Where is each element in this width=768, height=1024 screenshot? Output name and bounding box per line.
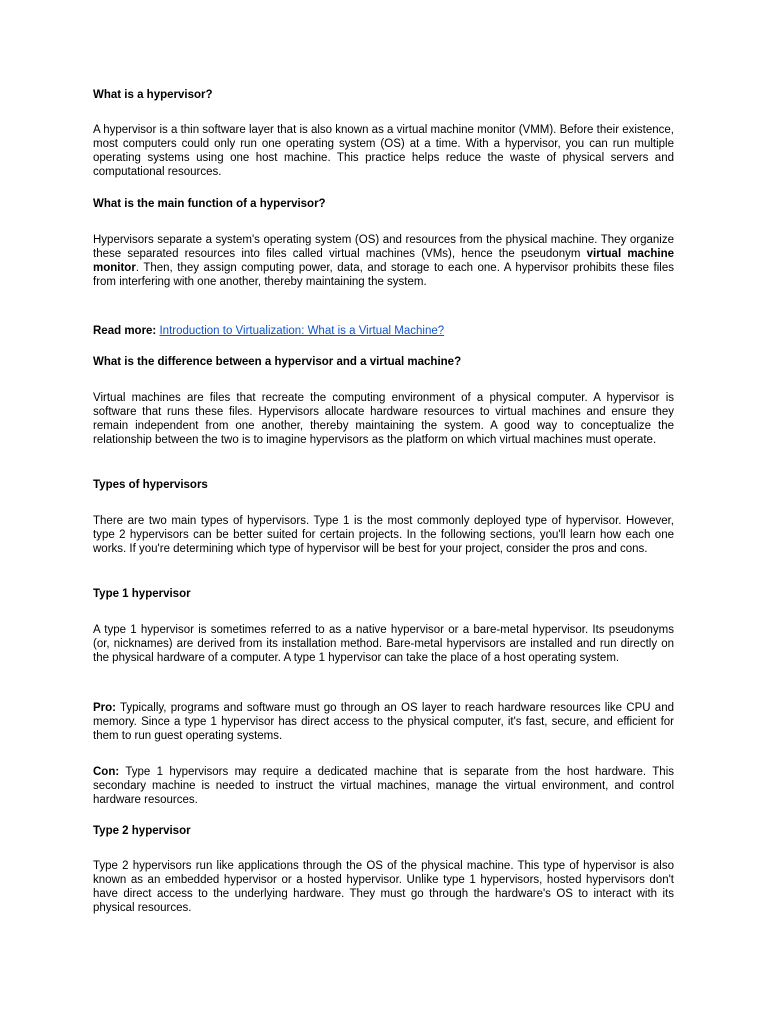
paragraph-types-of-hypervisors: There are two main types of hypervisors. Type 1 is the most commonly deployed type of hypervisor. However, type 2 hypervisors can be better suited for certain projects. In the following sections, you'll learn how each one works. If you're determining which type of hypervisor will be best for your project, consider the pros and cons. [93, 515, 674, 555]
con-text: Type 1 hypervisors may require a dedicated machine that is separate from the host hardware. This secondary machine is needed to instruct the virtual machines, manage the virtual environment, and control hardware resources. [93, 766, 674, 806]
paragraph-con [93, 765, 674, 807]
paragraph-pro [93, 701, 674, 743]
heading-type-1-hypervisor: Type 1 hypervisor [93, 588, 191, 600]
paragraph-type-2-hypervisor: Type 2 hypervisors run like applications through the OS of the physical machine. This type of hypervisor is also known as an embedded hypervisor or a hosted hypervisor. Unlike type 1 hypervisors, hosted hypervisors don't have direct access to the underlying hardware. They must go through the hardware's OS to interact with its physical resources. [93, 860, 674, 914]
paragraph-type-1-hypervisor: A type 1 hypervisor is sometimes referred to as a native hypervisor or a bare-metal hypervisor. Its pseudonyms (or, nicknames) are derived from its installation method. Bare-metal hypervisors are installed and run directly on the physical hardware of a computer. A type 1 hypervisor can take the place of a host operating system. [93, 624, 674, 664]
read-more-label: Read more: [93, 325, 157, 337]
heading-type-2-hypervisor: Type 2 hypervisor [93, 825, 191, 837]
paragraph-difference: Virtual machines are files that recreate the computing environment of a physical computer. A hypervisor is software that runs these files. Hypervisors allocate hardware resources to virtual machines and ensure they remain independent from one another, thereby maintaining the system. A good way to conceptualize the relationship between the two is to imagine hypervisors as the platform on which virtual machines must operate. [93, 392, 674, 446]
read-more-link[interactable]: Introduction to Virtualization: What is a Virtual Machine? [159, 325, 445, 337]
con-label: Con: [93, 766, 120, 778]
paragraph-main-function-text-1: Hypervisors separate a system's operating system (OS) and resources from the physical machine. They organize these separated resources into files called virtual machines (VMs), hence the pseudonym [93, 234, 674, 260]
virtual-machine-monitor-bold: virtual machine monitor [93, 248, 674, 274]
heading-what-is-hypervisor: What is a hypervisor? [93, 89, 213, 101]
paragraph-what-is-hypervisor: A hypervisor is a thin software layer that is also known as a virtual machine monitor (VMM). Before their existence, most computers could only run one operating system (OS) at a time. With a hypervisor, you can run multiple operating systems using one host machine. This practice helps reduce the waste of physical servers and computational resources. [93, 124, 674, 178]
pro-label: Pro: [93, 702, 116, 714]
paragraph-main-function [93, 233, 674, 289]
heading-types-of-hypervisors: Types of hypervisors [93, 479, 208, 491]
heading-difference: What is the difference between a hypervisor and a virtual machine? [93, 356, 462, 368]
paragraph-main-function-text-2: . Then, they assign computing power, data, and storage to each one. A hypervisor prohibits these files from interfering with one another, thereby maintaining the system. [93, 262, 674, 288]
pro-text: Typically, programs and software must go through an OS layer to reach hardware resources like CPU and memory. Since a type 1 hypervisor has direct access to the physical computer, it's fast, secure, and efficient for them to run guest operating systems. [93, 702, 674, 742]
heading-main-function: What is the main function of a hypervisor? [93, 198, 326, 210]
read-more-line [93, 324, 674, 338]
